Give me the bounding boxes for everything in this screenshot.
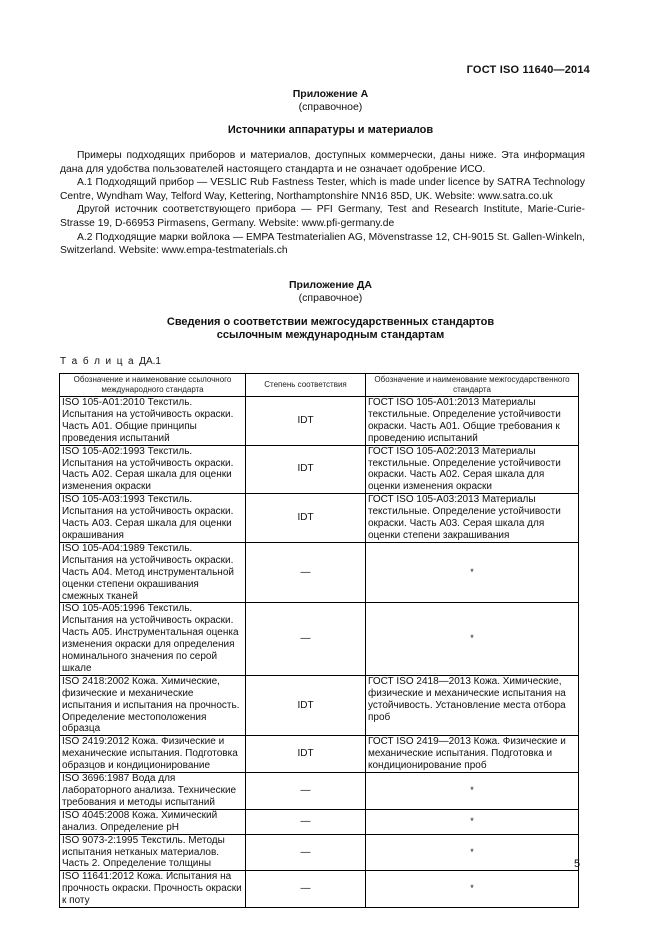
cell-degree: — (246, 542, 366, 603)
cell-international: ISO 105-A02:1993 Текстиль. Испытания на устойчивость окраски. Часть А02. Серая шкала для оценки изменения окраски (60, 445, 246, 494)
cell-interstate: * (366, 809, 579, 834)
cell-interstate: * (366, 603, 579, 675)
table-row (60, 675, 579, 736)
table-row (60, 494, 579, 543)
table-row (60, 445, 579, 494)
table-row (60, 834, 579, 871)
cell-international: ISO 105-A01:2010 Текстиль. Испытания на устойчивость окраски. Часть А01. Общие принципы проведения испытаний (60, 397, 246, 446)
annex-a-title: Приложение А (292, 88, 369, 100)
header-international: Обозначение и наименование ссылочного международного стандарта (60, 374, 246, 397)
header-degree: Степень соответствия (246, 374, 366, 397)
table-row (60, 397, 579, 446)
cell-degree: IDT (246, 397, 366, 446)
annex-da-subtitle: (справочное) (298, 292, 363, 304)
annex-a-subtitle: (справочное) (298, 101, 363, 113)
table-caption-number: ДА.1 (139, 356, 161, 367)
cell-degree: — (246, 603, 366, 675)
cell-degree: — (246, 773, 366, 810)
annex-da-title: Приложение ДА (289, 279, 372, 291)
cell-degree: IDT (246, 494, 366, 543)
cell-degree: IDT (246, 736, 366, 773)
cell-interstate: * (366, 542, 579, 603)
cell-international: ISO 9073-2:1995 Текстиль. Методы испытания нетканых материалов. Часть 2. Определение толщины (60, 834, 246, 871)
table-header-row (60, 374, 579, 397)
paragraph-intro: Примеры подходящих приборов и материалов, доступных коммерчески, даны ниже. Эта информация дана для удобства пользователей настоящего стандарта и не означает одобрение ИСО. (60, 150, 585, 175)
cell-interstate: ГОСТ ISO 105-A02:2013 Материалы текстильные. Определение устойчивости окраски. Часть А02. Серая шкала для оценки изменения окраски (366, 445, 579, 494)
annex-da-heading-line1: Сведения о соответствии межгосударственных стандартов (166, 316, 495, 328)
cell-interstate: ГОСТ ISO 105-A03:2013 Материалы текстильные. Определение устойчивости окраски. Часть А03. Серая шкала для оценки степени закрашивания (366, 494, 579, 543)
table-caption-prefix: Т а б л и ц а (60, 356, 135, 367)
cell-degree: — (246, 809, 366, 834)
cell-degree: IDT (246, 675, 366, 736)
paragraph-a2: А.2 Подходящие марки войлока — EMPA Testmaterialien AG, Mövenstrasse 12, CH-9015 St. Gallen-Winkeln, Switzerland. Website: www.empa-testmaterials.ch (60, 231, 585, 257)
paragraph-a1-alt: Другой источник соответствующего прибора — PFI Germany, Test and Research Institute, Marie-Curie-Strasse 19, D-66953 Pirmasens, Germany. Website: www.pfi-germany.de (60, 204, 585, 229)
table-row (60, 809, 579, 834)
table-row (60, 871, 579, 908)
cell-international: ISO 11641:2012 Кожа. Испытания на прочность окраски. Прочность окраски к поту (60, 871, 246, 908)
cell-international: ISO 2418:2002 Кожа. Химические, физические и механические испытания и испытания на прочность. Определение местоположения образца (60, 675, 246, 736)
cell-interstate: * (366, 773, 579, 810)
cell-international: ISO 105-A03:1993 Текстиль. Испытания на устойчивость окраски. Часть А03. Серая шкала для оценки окрашивания (60, 494, 246, 543)
cell-interstate: ГОСТ ISO 2418—2013 Кожа. Химические, физические и механические испытания на устойчивость. Установление места отбора проб (366, 675, 579, 736)
standards-table (59, 373, 579, 908)
annex-da-heading-line2: ссылочным международным стандартам (216, 329, 445, 341)
table-caption (60, 356, 161, 367)
cell-international: ISO 3696:1987 Вода для лабораторного анализа. Технические требования и методы испытаний (60, 773, 246, 810)
document-id: ГОСТ ISO 11640—2014 (466, 64, 590, 76)
cell-interstate: ГОСТ ISO 105-A01:2013 Материалы текстильные. Определение устойчивости окраски. Часть А01. Общие требования к проведению испытаний (366, 397, 579, 446)
annex-a-body (60, 149, 585, 258)
cell-degree: — (246, 871, 366, 908)
page-number: 5 (574, 858, 581, 870)
cell-international: ISO 105-A05:1996 Текстиль. Испытания на устойчивость окраски. Часть А05. Инструментальная оценка изменения окраски для определения номинального значения по серой шкале (60, 603, 246, 675)
paragraph-a1: А.1 Подходящий прибор — VESLIC Rub Fastness Tester, which is made under licence by SATRA Technology Centre, Wyndham Way, Telford Way, Kettering, Northamptonshire NN16 85D, UK. Website: www.satra.co.uk (60, 177, 585, 202)
table-row (60, 603, 579, 675)
cell-international: ISO 105-A04:1989 Текстиль. Испытания на устойчивость окраски. Часть А04. Метод инструментальной оценки степени окрашивания смежных тканей (60, 542, 246, 603)
cell-degree: IDT (246, 445, 366, 494)
cell-interstate: * (366, 871, 579, 908)
cell-interstate: * (366, 834, 579, 871)
table-row (60, 542, 579, 603)
cell-international: ISO 4045:2008 Кожа. Химический анализ. Определение рН (60, 809, 246, 834)
cell-international: ISO 2419:2012 Кожа. Физические и механические испытания. Подготовка образцов и кондиционирование (60, 736, 246, 773)
annex-a-heading: Источники аппаратуры и материалов (227, 124, 434, 136)
cell-interstate: ГОСТ ISO 2419—2013 Кожа. Физические и механические испытания. Подготовка и кондиционирование проб (366, 736, 579, 773)
header-interstate: Обозначение и наименование межгосударственного стандарта (366, 374, 579, 397)
table-row (60, 736, 579, 773)
cell-degree: — (246, 834, 366, 871)
table-row (60, 773, 579, 810)
